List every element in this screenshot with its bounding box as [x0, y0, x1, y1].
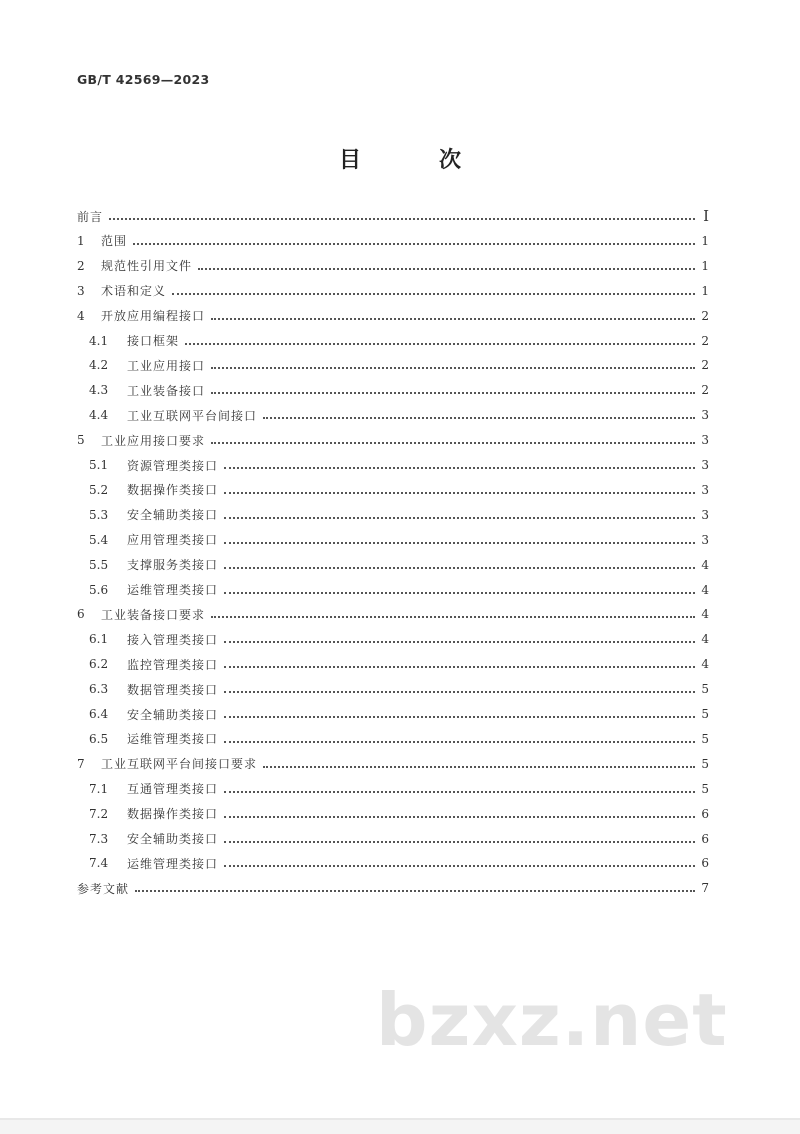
- toc-entry-label: 接入管理类接口: [127, 632, 219, 647]
- toc-entry-label: 接口框架: [127, 334, 180, 348]
- toc-entry-label: 规范性引用文件: [101, 259, 193, 274]
- toc-entry[interactable]: [89, 331, 709, 351]
- toc-entry-number: 5.3: [89, 507, 109, 522]
- toc-entry[interactable]: [89, 380, 709, 400]
- toc-dot-leader: [224, 666, 695, 668]
- toc-entry-label: 监控管理类接口: [127, 657, 219, 672]
- toc-entry-page-number: 5: [701, 756, 709, 771]
- toc-entry-label: 工业装备接口: [127, 383, 206, 398]
- toc-entry-number: 6.3: [89, 682, 109, 697]
- toc-entry-page-number: 3: [701, 433, 709, 448]
- toc-entry-page-number: 2: [701, 333, 709, 348]
- toc-entry[interactable]: [77, 430, 709, 450]
- toc-entry-number: 4.4: [89, 408, 109, 423]
- toc-entry[interactable]: [89, 455, 709, 475]
- standard-code: GB/T 42569—2023: [77, 72, 210, 87]
- toc-entry-number: 5.4: [89, 532, 109, 547]
- toc-entry-page-number: 3: [701, 507, 709, 522]
- toc-entry[interactable]: [77, 878, 709, 898]
- toc-dot-leader: [263, 766, 695, 768]
- toc-entry-number: 3: [77, 283, 85, 298]
- toc-entry-label: 工业互联网平台间接口: [127, 408, 258, 423]
- page-bottom-strip: [0, 1120, 800, 1134]
- toc-entry-page-number: 4: [701, 657, 709, 672]
- toc-entry-number: 2: [77, 258, 85, 273]
- toc-entry-label: 工业互联网平台间接口要求: [101, 757, 258, 772]
- toc-entry-page-number: 6: [701, 856, 709, 871]
- toc-entry-label: 运维管理类接口: [127, 583, 219, 597]
- toc-dot-leader: [198, 268, 695, 270]
- toc-entry[interactable]: [89, 629, 709, 649]
- toc-entry-page-number: 7: [701, 881, 709, 896]
- toc-entry-label: 参考文献: [77, 881, 130, 896]
- toc-entry-page-number: 1: [701, 258, 709, 273]
- toc-dot-leader: [224, 791, 695, 793]
- toc-entry[interactable]: [89, 480, 709, 500]
- toc-dot-leader: [224, 467, 695, 469]
- toc-entry[interactable]: [77, 754, 709, 774]
- toc-dot-leader: [224, 865, 695, 867]
- toc-entry-page-number: 3: [701, 482, 709, 497]
- toc-entry-page-number: I: [703, 207, 709, 225]
- toc-dot-leader: [109, 218, 695, 220]
- watermark: bzxz.net: [376, 978, 728, 1062]
- toc-dot-leader: [135, 890, 695, 892]
- toc-entry[interactable]: [89, 580, 709, 600]
- toc-entry-page-number: 3: [701, 532, 709, 547]
- toc-entry-label: 工业应用接口要求: [101, 433, 206, 448]
- toc-dot-leader: [211, 392, 695, 394]
- toc-entry[interactable]: [77, 231, 709, 251]
- toc-entry-label: 数据操作类接口: [127, 807, 219, 822]
- toc-entry-label: 安全辅助类接口: [127, 508, 219, 523]
- toc-dot-leader: [224, 816, 695, 818]
- toc-entry[interactable]: [89, 355, 709, 375]
- toc-dot-leader: [224, 741, 695, 743]
- toc-entry-label: 数据管理类接口: [127, 682, 219, 697]
- toc-entry-number: 7: [77, 756, 85, 771]
- toc-entry-label: 工业应用接口: [127, 358, 206, 373]
- toc-entry[interactable]: [89, 679, 709, 699]
- toc-entry-label: 运维管理类接口: [127, 856, 219, 871]
- toc-dot-leader: [211, 442, 695, 444]
- toc-entry-page-number: 6: [701, 806, 709, 821]
- toc-entry-page-number: 2: [701, 358, 709, 373]
- toc-entry-number: 7.2: [89, 806, 109, 821]
- toc-entry-page-number: 3: [701, 458, 709, 472]
- toc-entry[interactable]: [89, 804, 709, 824]
- toc-dot-leader: [224, 716, 695, 718]
- toc-entry[interactable]: [89, 555, 709, 575]
- toc-entry[interactable]: [89, 405, 709, 425]
- toc-entry-number: 6.2: [89, 657, 109, 672]
- toc-entry-number: 1: [77, 233, 85, 248]
- toc-entry-label: 前言: [77, 209, 104, 224]
- toc-entry-page-number: 3: [701, 408, 709, 423]
- toc-dot-leader: [133, 243, 695, 245]
- toc-dot-leader: [224, 492, 695, 494]
- toc-dot-leader: [263, 417, 695, 419]
- toc-entry[interactable]: [89, 654, 709, 674]
- toc-entry[interactable]: [89, 853, 709, 873]
- toc-dot-leader: [224, 517, 695, 519]
- toc-entry-label: 安全辅助类接口: [127, 832, 219, 846]
- toc-entry-number: 4.1: [89, 333, 109, 348]
- toc-entry-page-number: 5: [701, 707, 709, 721]
- toc-entry-label: 运维管理类接口: [127, 732, 219, 747]
- toc-entry-number: 4.3: [89, 383, 109, 398]
- toc-entry-number: 7.4: [89, 856, 109, 871]
- toc-entry-page-number: 6: [701, 831, 709, 846]
- toc-entry-page-number: 1: [701, 233, 709, 248]
- toc-entry[interactable]: [89, 704, 709, 724]
- toc-entry-page-number: 4: [701, 582, 709, 597]
- toc-entry-page-number: 4: [701, 632, 709, 647]
- toc-entry[interactable]: [89, 505, 709, 525]
- toc-entry-number: 6: [77, 607, 85, 622]
- toc-entry-number: 4.2: [89, 358, 109, 373]
- toc-entry[interactable]: [89, 829, 709, 849]
- toc-entry-label: 开放应用编程接口: [101, 309, 206, 324]
- toc-entry-page-number: 5: [701, 731, 709, 746]
- toc-entry-page-number: 5: [701, 682, 709, 697]
- toc-entry-page-number: 4: [701, 557, 709, 572]
- toc-entry-label: 范围: [101, 234, 128, 249]
- toc-entry-number: 6.4: [89, 707, 109, 721]
- toc-entry-number: 5.5: [89, 557, 109, 572]
- toc-entry-number: 6.5: [89, 731, 109, 746]
- toc-entry-number: 7.1: [89, 781, 109, 796]
- toc-dot-leader: [224, 641, 695, 643]
- toc-entry-page-number: 4: [701, 607, 709, 622]
- toc-entry-label: 应用管理类接口: [127, 533, 219, 548]
- toc-entry-label: 术语和定义: [101, 284, 167, 299]
- toc-entry-number: 6.1: [89, 632, 109, 647]
- toc-title: 目 次: [338, 148, 489, 173]
- toc-dot-leader: [224, 567, 695, 569]
- toc-entry-page-number: 1: [701, 283, 709, 298]
- toc-entry-label: 支撑服务类接口: [127, 558, 219, 573]
- toc-dot-leader: [224, 542, 695, 544]
- toc-entry[interactable]: [89, 779, 709, 799]
- toc-entry-number: 7.3: [89, 831, 109, 846]
- toc-entry-number: 5: [77, 433, 85, 448]
- toc-entry[interactable]: [89, 530, 709, 550]
- toc-dot-leader: [224, 691, 695, 693]
- toc-entry-number: 4: [77, 308, 85, 323]
- toc-entry-label: 工业装备接口要求: [101, 607, 206, 622]
- toc-entry-label: 互通管理类接口: [127, 782, 219, 797]
- toc-entry-page-number: 5: [701, 781, 709, 796]
- toc-entry[interactable]: [77, 306, 709, 326]
- toc-dot-leader: [224, 592, 695, 594]
- toc-entry-page-number: 2: [701, 383, 709, 398]
- toc-dot-leader: [224, 841, 695, 843]
- toc-entry-number: 5.2: [89, 482, 109, 497]
- toc-entry[interactable]: [77, 281, 709, 301]
- toc-entry[interactable]: [77, 256, 709, 276]
- toc-entry[interactable]: [77, 604, 709, 624]
- toc-dot-leader: [211, 367, 695, 369]
- toc-entry-label: 数据操作类接口: [127, 483, 219, 498]
- toc-entry-number: 5.6: [89, 582, 109, 597]
- toc-dot-leader: [172, 293, 695, 295]
- toc-entry-number: 5.1: [89, 458, 109, 472]
- toc-entry[interactable]: [77, 206, 709, 226]
- toc-entry[interactable]: [89, 729, 709, 749]
- toc-dot-leader: [185, 343, 695, 345]
- toc-dot-leader: [211, 616, 695, 618]
- toc-entry-page-number: 2: [701, 308, 709, 323]
- toc-dot-leader: [211, 318, 695, 320]
- toc-entry-label: 安全辅助类接口: [127, 707, 219, 722]
- toc-entry-label: 资源管理类接口: [127, 458, 219, 473]
